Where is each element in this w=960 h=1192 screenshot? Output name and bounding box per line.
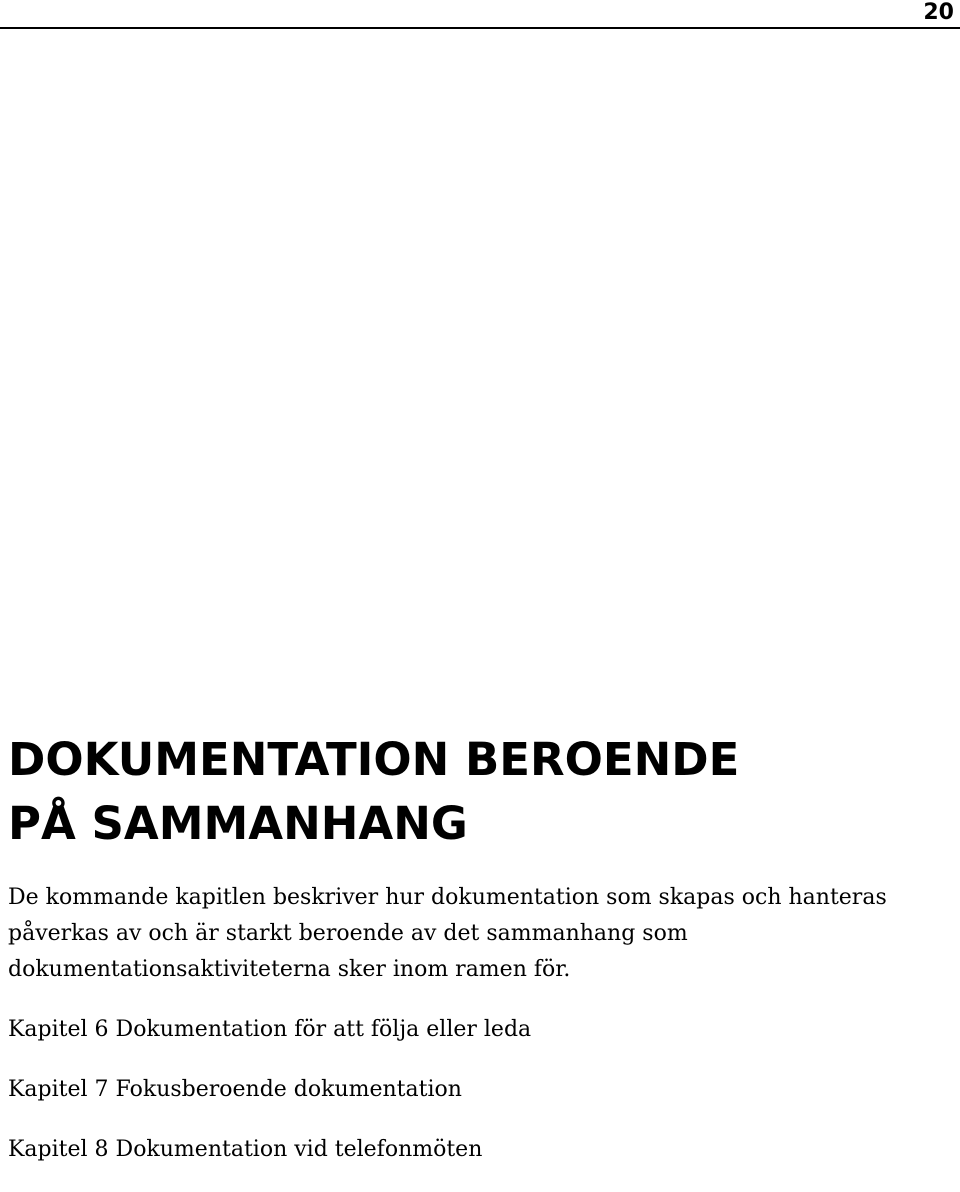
- page-number: 20: [923, 0, 954, 25]
- intro-line-1: De kommande kapitlen beskriver hur dokumentation som skapas och hanteras: [8, 885, 887, 910]
- chapter-title-line-1: DOKUMENTATION BEROENDE: [8, 733, 740, 786]
- intro-line-3: dokumentationsaktiviteterna sker inom ramen för.: [8, 957, 571, 982]
- intro-paragraph: [8, 880, 953, 988]
- header-rule: [0, 27, 960, 29]
- intro-line-2: påverkas av och är starkt beroende av det sammanhang som: [8, 921, 688, 946]
- chapter-list-item: Kapitel 7 Fokusberoende dokumentation: [8, 1077, 462, 1102]
- chapter-title: [8, 728, 948, 856]
- page-header: [0, 0, 960, 30]
- chapter-list-item: Kapitel 6 Dokumentation för att följa eller leda: [8, 1017, 532, 1042]
- chapter-title-line-2: PÅ SAMMANHANG: [8, 797, 468, 850]
- chapter-list-item: Kapitel 8 Dokumentation vid telefonmöten: [8, 1137, 483, 1162]
- chapter-list: [8, 1012, 531, 1192]
